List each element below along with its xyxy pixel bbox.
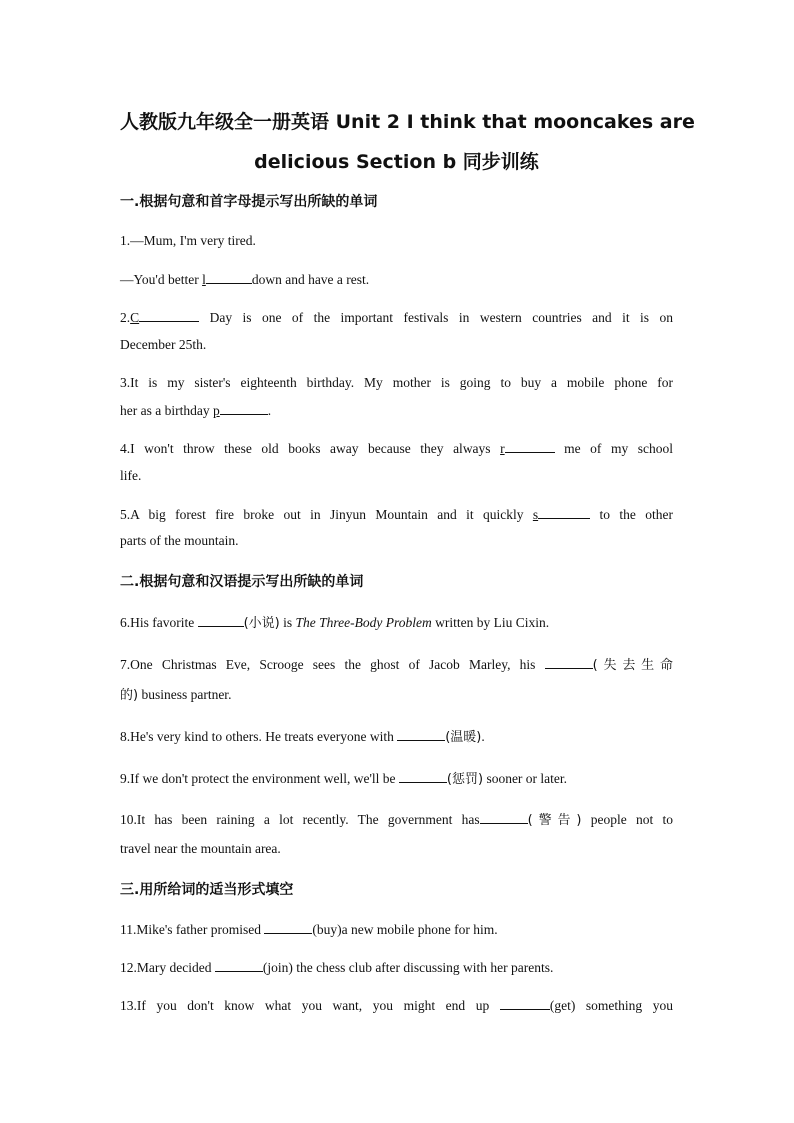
section-heading-3: 三.用所给词的适当形式填空 (120, 882, 294, 898)
answer-blank[interactable] (215, 958, 263, 972)
text-span: (失去生命 (592, 658, 673, 673)
text-span: 9.If we don't protect the environment well, we'll be (120, 771, 399, 786)
letter-hint: p (212, 403, 220, 418)
section-heading-1: 一.根据句意和首字母提示写出所缺的单词 (120, 194, 378, 210)
letter-hint: r (500, 441, 505, 456)
section-heading-2: 二.根据句意和汉语提示写出所缺的单词 (120, 574, 364, 590)
document-title-line-2: delicious Section b 同步训练 (254, 151, 539, 173)
text-span: (小说) (243, 616, 280, 631)
text-span: 3.It is my sister's eighteenth birthday. My mother is going to buy a mobile phone for (120, 375, 673, 390)
text-span: 10.It has been raining a lot recently. The government has (120, 812, 480, 827)
text-span: (get) something you (549, 998, 673, 1013)
answer-blank[interactable] (505, 439, 555, 453)
text-span: people not to (581, 812, 673, 827)
question-3-line-2 (120, 401, 673, 420)
text-span: to the other (590, 507, 673, 522)
answer-blank[interactable] (480, 810, 528, 824)
question-5-line-2 (120, 532, 673, 550)
text-span: —You'd better (120, 272, 203, 287)
text-span: 2. (120, 310, 131, 325)
answer-blank[interactable] (220, 401, 268, 415)
text-span: (惩罚) (446, 772, 484, 787)
question-1-line-2 (120, 270, 673, 289)
text-span: business partner. (138, 687, 232, 702)
question-6 (120, 613, 673, 633)
text-span: travel near the mountain area. (120, 841, 281, 856)
question-5-line-1 (120, 505, 673, 524)
question-4-line-2 (120, 467, 673, 485)
text-span: 6.His favorite (120, 615, 198, 630)
text-span: 1.—Mum, I'm very tired. (120, 233, 256, 248)
text-span: 11.Mike's father promised (120, 922, 265, 937)
question-9 (120, 769, 673, 789)
text-span: 8.He's very kind to others. He treats everyone with (120, 729, 398, 744)
text-span: 5.A big forest fire broke out in Jinyun Mountain and it quickly (120, 507, 533, 522)
answer-blank[interactable] (500, 996, 550, 1010)
letter-hint: s (532, 507, 539, 522)
text-span: . (481, 729, 485, 744)
question-2-line-2 (120, 336, 673, 354)
text-span: 7.One Christmas Eve, Scrooge sees the ghost of Jacob Marley, his (120, 657, 545, 672)
text-span: (join) the chess club after discussing with her parents. (262, 960, 554, 975)
text-span: down and have a rest. (251, 272, 370, 287)
question-10-line-1 (120, 810, 673, 830)
text-span: life. (120, 468, 142, 483)
text-span: Day is one of the important festivals in western countries and it is on (199, 310, 673, 325)
question-7-line-1 (120, 655, 673, 675)
text-span: 4.I won't throw these old books away because they always (120, 441, 501, 456)
answer-blank[interactable] (206, 270, 252, 284)
text-span: (警告) (527, 813, 582, 828)
text-span: The Three-Body Problem (295, 615, 432, 630)
question-3-line-1 (120, 374, 673, 392)
text-span: 的) (120, 688, 139, 703)
answer-blank[interactable] (397, 727, 445, 741)
letter-hint: C (130, 310, 140, 325)
question-4-line-1 (120, 439, 673, 458)
answer-blank[interactable] (264, 920, 312, 934)
question-11 (120, 920, 673, 939)
question-8 (120, 727, 673, 747)
text-span: parts of the mountain. (120, 533, 239, 548)
question-2-line-1 (120, 308, 673, 327)
answer-blank[interactable] (139, 308, 199, 322)
document-title-line-1: 人教版九年级全一册英语 Unit 2 I think that mooncakes are (120, 111, 695, 133)
letter-hint: l (202, 272, 206, 287)
question-12 (120, 958, 673, 977)
text-span: 12.Mary decided (120, 960, 215, 975)
question-13 (120, 996, 673, 1015)
text-span: is (279, 615, 296, 630)
text-span: (温暖) (445, 730, 482, 745)
question-10-line-2 (120, 840, 673, 858)
question-1-line-1 (120, 232, 673, 250)
answer-blank[interactable] (399, 769, 447, 783)
text-span: me of my school (554, 441, 673, 456)
text-span: . (267, 403, 272, 418)
answer-blank[interactable] (538, 505, 590, 519)
question-7-line-2 (120, 686, 673, 705)
text-span: December 25th. (120, 337, 207, 352)
text-span: sooner or later. (483, 771, 568, 786)
text-span: 13.If you don't know what you want, you might end up (120, 998, 500, 1013)
text-span: her as a birthday (120, 403, 213, 418)
text-span: (buy)a new mobile phone for him. (312, 922, 498, 937)
answer-blank[interactable] (198, 613, 244, 627)
text-span: written by Liu Cixin. (431, 615, 550, 630)
answer-blank[interactable] (545, 655, 593, 669)
